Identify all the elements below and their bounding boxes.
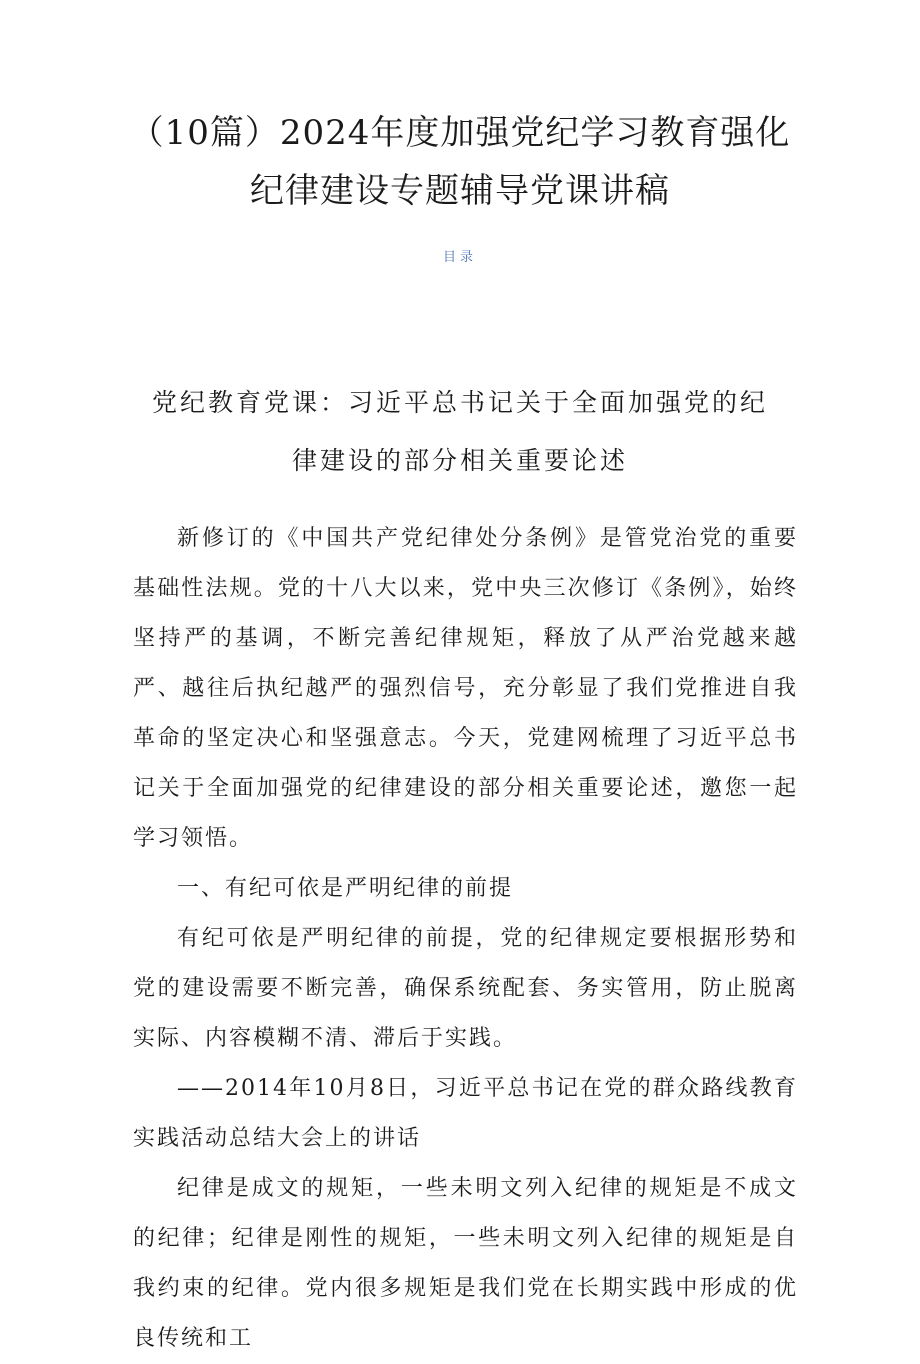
section-title-line-2: 律建设的部分相关重要论述 [291,446,628,475]
quote-source-1: ——2014年10月8日，习近平总书记在党的群众路线教育实践活动总结大会上的讲话 [133,1076,798,1151]
subheading-1: 一、有纪可依是严明纪律的前提 [177,876,514,901]
quote-paragraph-1: 有纪可依是严明纪律的前提，党的纪律规定要根据形势和党的建设需要不断完善，确保系统配套、务实管用，防止脱离实际、内容模糊不清、滞后于实践。 [133,926,798,1051]
body-text [133,514,798,1364]
document-title [100,104,820,220]
document-title-line-1: （10篇）2024年度加强党纪学习教育强化 [129,113,791,153]
document-title-line-2: 纪律建设专题辅导党课讲稿 [250,171,670,211]
quote-paragraph-2: 纪律是成文的规矩，一些未明文列入纪律的规矩是不成文的纪律；纪律是刚性的规矩，一些未明文列入纪律的规矩是自我约束的纪律。党内很多规矩是我们党在长期实践中形成的优良传统和工 [133,1176,798,1351]
section-title-line-1: 党纪教育党课：习近平总书记关于全面加强党的纪 [151,388,768,417]
section-title [120,374,800,490]
intro-paragraph: 新修订的《中国共产党纪律处分条例》是管党治党的重要基础性法规。党的十八大以来，党中央三次修订《条例》，始终坚持严的基调，不断完善纪律规矩，释放了从严治党越来越严、越往后执纪越严的强烈信号，充分彰显了我们党推进自我革命的坚定决心和坚强意志。今天，党建网梳理了习近平总书记关于全面加强党的纪律建设的部分相关重要论述，邀您一起学习领悟。 [133,526,798,851]
table-of-contents-label: 目录 [442,250,477,265]
